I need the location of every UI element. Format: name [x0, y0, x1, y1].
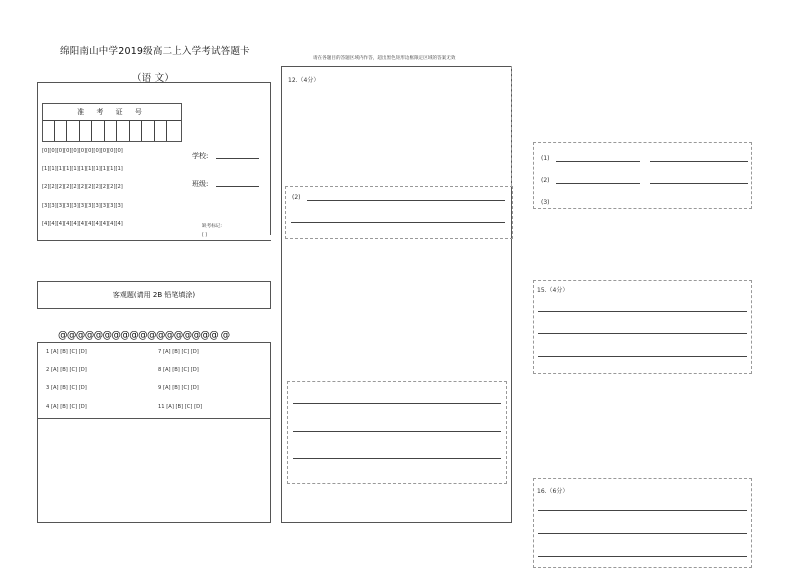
answer-notice: 请在各题目的答题区域内作答，超出黑色矩形边框限定区域的答案无效 — [313, 56, 456, 61]
objective-q9[interactable]: 9 [A] [B] [C] [D] — [158, 385, 199, 391]
objective-q11[interactable]: 11 [A] [B] [C] [D] — [158, 404, 203, 410]
objective-q4[interactable]: 4 [A] [B] [C] [D] — [46, 404, 87, 410]
q14-sub3-label: (3) — [541, 199, 550, 206]
objective-title: 客观题(请用 2B 铅笔填涂) — [112, 291, 196, 299]
q13-answer-box[interactable] — [287, 381, 507, 484]
id-number-grid — [42, 103, 182, 142]
q14-sub1-label: (1) — [541, 155, 550, 162]
objective-header — [37, 281, 271, 309]
id-digit-row-2[interactable]: [2][2][2][2][2][2][2][2][2][2][2] — [42, 184, 123, 190]
q15-answer-box[interactable] — [533, 280, 752, 374]
q14-sub2-line-b[interactable] — [650, 183, 748, 184]
absent-mark-note: 缺考标记: — [202, 224, 222, 229]
q14-sub1-line-b[interactable] — [650, 161, 748, 162]
absent-mark-box[interactable]: [ ] — [202, 233, 208, 238]
objective-q3[interactable]: 3 [A] [B] [C] [D] — [46, 385, 87, 391]
q15-line-2[interactable] — [538, 333, 747, 334]
q15-line-1[interactable] — [538, 311, 747, 312]
class-label: 班级: — [192, 180, 209, 188]
timing-markers: @@@@@@@@@@@@@@@@@@ @ — [58, 330, 230, 341]
q12-sub2-box[interactable] — [285, 186, 513, 239]
q13-line-2[interactable] — [293, 431, 501, 432]
q16-line-1[interactable] — [538, 510, 747, 511]
q12-label: 12.（4分） — [288, 77, 320, 84]
q15-line-3[interactable] — [538, 356, 747, 357]
q16-line-2[interactable] — [538, 533, 747, 534]
q12-sub2-line-1[interactable] — [307, 200, 505, 201]
id-digit-row-1[interactable]: [1][1][1][1][1][1][1][1][1][1][1] — [42, 166, 123, 172]
q15-label: 15.（4分） — [537, 287, 569, 294]
q13-line-3[interactable] — [293, 458, 501, 459]
class-field[interactable] — [216, 186, 259, 187]
q13-line-1[interactable] — [293, 403, 501, 404]
id-digit-row-0[interactable]: [0][0][0][0][0][0][0][0][0][0][0] — [42, 148, 123, 154]
objective-q2[interactable]: 2 [A] [B] [C] [D] — [46, 367, 87, 373]
q16-label: 16.（6分） — [537, 488, 569, 495]
id-digit-cells[interactable] — [43, 120, 181, 141]
q12-dash-edge — [511, 66, 512, 186]
subject-label: （语 文） — [132, 73, 175, 84]
q16-line-3[interactable] — [538, 556, 747, 557]
id-digit-row-3[interactable]: [3][3][3][3][3][3][3][3][3][3][3] — [42, 203, 123, 209]
id-number-title: 准 考 证 号 — [43, 104, 181, 121]
exam-title: 绵阳南山中学2019级高二上入学考试答题卡 — [60, 46, 250, 57]
id-digit-row-4[interactable]: [4][4][4][4][4][4][4][4][4][4][4] — [42, 221, 123, 227]
school-label: 学校: — [192, 152, 209, 160]
q14-sub1-line-a[interactable] — [556, 161, 640, 162]
objective-q7[interactable]: 7 [A] [B] [C] [D] — [158, 349, 199, 355]
q12-sub2-label: (2) — [292, 194, 301, 201]
q14-sub2-line-a[interactable] — [556, 183, 640, 184]
objective-q1[interactable]: 1 [A] [B] [C] [D] — [46, 349, 87, 355]
q14-sub2-label: (2) — [541, 177, 550, 184]
school-field[interactable] — [216, 158, 259, 159]
objective-q8[interactable]: 8 [A] [B] [C] [D] — [158, 367, 199, 373]
q12-sub2-line-2[interactable] — [291, 222, 505, 223]
q14-answer-box[interactable] — [533, 142, 752, 209]
